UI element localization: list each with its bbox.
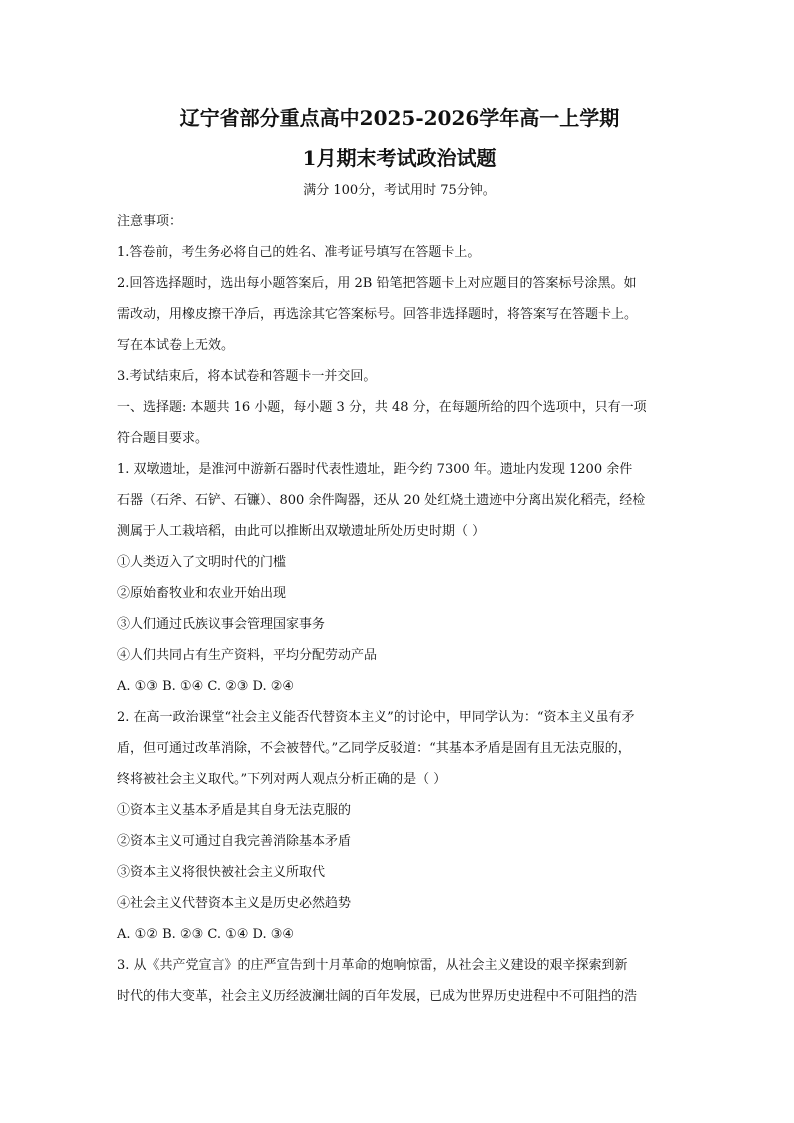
q2-option: ②资本主义可通过自我完善消除基本矛盾 (117, 834, 352, 849)
q2-stem-line: 2. 在高一政治课堂“社会主义能否代替资本主义”的讨论中，甲同学认为：“资本主义虽有矛 (117, 710, 635, 725)
q2-option: ③资本主义将很快被社会主义所取代 (117, 865, 326, 880)
exam-title-line2: 1月期末考试政治试题 (302, 146, 497, 170)
q1-stem-line: 石器（石斧、石铲、石镰）、800 余件陶器，还从 20 处红烧土遗迹中分离出炭化稻壳，经检 (117, 493, 646, 508)
note-line: 2.回答选择题时，选出每小题答案后，用 2B 铅笔把答题卡上对应题目的答案标号涂黑。如 (117, 276, 637, 291)
q1-answer-choices: A. ①③ B. ①④ C. ②③ D. ②④ (117, 679, 295, 694)
q1-option: ③人们通过氏族议事会管理国家事务 (117, 617, 326, 632)
q2-option: ①资本主义基本矛盾是其自身无法克服的 (117, 803, 352, 818)
q3-stem-line: 3. 从《共产党宣言》的庄严宣告到十月革命的炮响惊雷，从社会主义建设的艰辛探索到新 (117, 958, 628, 973)
exam-subtitle: 满分 100分，考试用时 75分钟。 (303, 183, 496, 198)
note-line: 1.答卷前，考生务必将自己的姓名、准考证号填写在答题卡上。 (117, 245, 481, 260)
note-line: 3.考试结束后，将本试卷和答题卡一并交回。 (117, 369, 377, 384)
q2-answer-choices: A. ①② B. ②③ C. ①④ D. ③④ (117, 927, 295, 942)
note-line: 需改动，用橡皮擦干净后，再选涂其它答案标号。回答非选择题时，将答案写在答题卡上。 (117, 307, 638, 322)
q2-stem-line: 终将被社会主义取代。”下列对两人观点分析正确的是（ ） (117, 772, 447, 787)
q3-stem-line: 时代的伟大变革，社会主义历经波澜壮阔的百年发展，已成为世界历史进程中不可阻挡的浩 (117, 989, 638, 1004)
q1-stem-line: 1. 双墩遗址，是淮河中游新石器时代表性遗址，距今约 7300 年。遗址内发现 1200 余件 (117, 462, 633, 477)
q1-option: ①人类迈入了文明时代的门槛 (117, 555, 287, 570)
q1-stem-line: 测属于人工栽培稻，由此可以推断出双墩遗址所处历史时期（ ） (117, 524, 486, 539)
q2-option: ④社会主义代替资本主义是历史必然趋势 (117, 896, 352, 911)
notes-heading: 注意事项： (117, 214, 183, 229)
q2-stem-line: 盾，但可通过改革消除，不会被替代。”乙同学反驳道：“其基本矛盾是固有且无法克服的， (117, 741, 631, 756)
section-heading-line: 符合题目要求。 (117, 431, 209, 446)
q1-option: ②原始畜牧业和农业开始出现 (117, 586, 287, 601)
exam-title-line1: 辽宁省部分重点高中2025-2026学年高一上学期 (179, 106, 620, 130)
section-heading-line: 一、选择题: 本题共 16 小题，每小题 3 分，共 48 分，在每题所给的四个选项中，只有一项 (117, 400, 647, 415)
note-line: 写在本试卷上无效。 (117, 338, 235, 353)
exam-body (117, 206, 682, 1012)
q1-option: ④人们共同占有生产资料，平均分配劳动产品 (117, 648, 378, 663)
